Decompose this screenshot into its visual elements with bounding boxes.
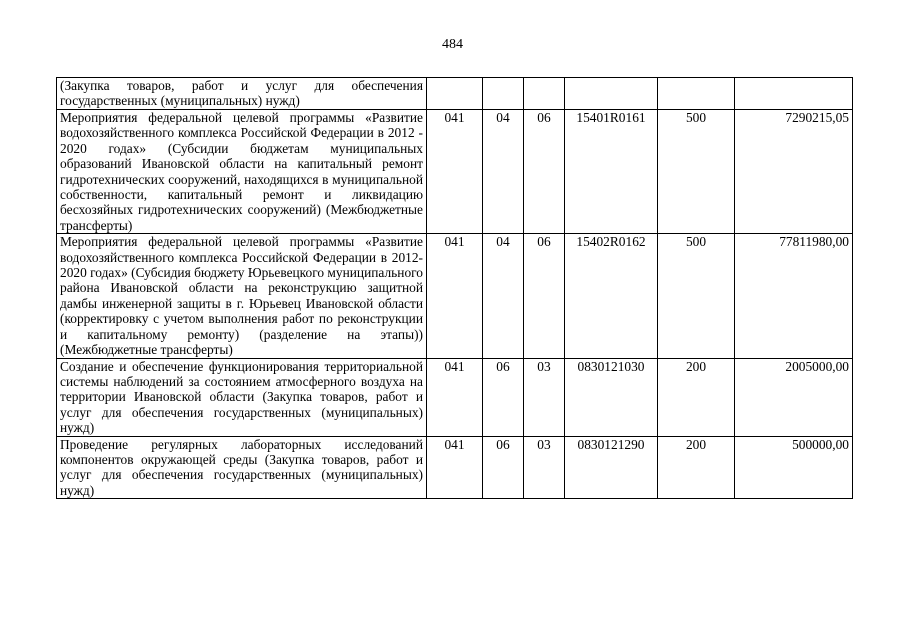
table-row bbox=[57, 234, 853, 358]
cell-subsection: 03 bbox=[524, 436, 565, 499]
cell-amount bbox=[735, 78, 853, 110]
page-number: 484 bbox=[442, 37, 463, 52]
cell-amount: 7290215,05 bbox=[735, 110, 853, 234]
cell-section: 04 bbox=[483, 234, 524, 358]
cell-target-article: 15402R0162 bbox=[565, 234, 658, 358]
cell-subsection: 06 bbox=[524, 234, 565, 358]
table-row bbox=[57, 358, 853, 436]
cell-target-article: 0830121290 bbox=[565, 436, 658, 499]
cell-target-article: 0830121030 bbox=[565, 358, 658, 436]
cell-expense-type: 500 bbox=[658, 234, 735, 358]
cell-description: Проведение регулярных лабораторных исследований компонентов окружающей среды (Закупка товаров, работ и услуг для обеспечения государственных (муниципальных) нужд) bbox=[57, 436, 427, 499]
cell-amount: 77811980,00 bbox=[735, 234, 853, 358]
cell-section: 06 bbox=[483, 358, 524, 436]
cell-ministry: 041 bbox=[427, 436, 483, 499]
cell-subsection: 06 bbox=[524, 110, 565, 234]
cell-amount: 2005000,00 bbox=[735, 358, 853, 436]
cell-expense-type: 200 bbox=[658, 358, 735, 436]
cell-section: 06 bbox=[483, 436, 524, 499]
cell-section: 04 bbox=[483, 110, 524, 234]
table-row bbox=[57, 110, 853, 234]
budget-table bbox=[56, 77, 853, 499]
cell-description: (Закупка товаров, работ и услуг для обеспечения государственных (муниципальных) нужд) bbox=[57, 78, 427, 110]
cell-expense-type: 200 bbox=[658, 436, 735, 499]
table-row bbox=[57, 436, 853, 499]
cell-expense-type bbox=[658, 78, 735, 110]
cell-section bbox=[483, 78, 524, 110]
cell-ministry: 041 bbox=[427, 358, 483, 436]
table-row bbox=[57, 78, 853, 110]
cell-description: Мероприятия федеральной целевой программы «Развитие водохозяйственного комплекса Российской Федерации в 2012-2020 годах» (Субсидия бюджету Юрьевецкого муниципального района Ивановской области на реконструкцию защитной дамбы инженерной защиты в г. Юрьевец Ивановской области (корректировку с учетом выполнения работ по реконструкции и капитальному ремонту) (разделение на этапы)) (Межбюджетные трансферты) bbox=[57, 234, 427, 358]
cell-description: Создание и обеспечение функционирования территориальной системы наблюдений за состоянием атмосферного воздуха на территории Ивановской области (Закупка товаров, работ и услуг для обеспечения государственных (муниципальных) нужд) bbox=[57, 358, 427, 436]
cell-ministry bbox=[427, 78, 483, 110]
cell-target-article bbox=[565, 78, 658, 110]
cell-ministry: 041 bbox=[427, 110, 483, 234]
cell-target-article: 15401R0161 bbox=[565, 110, 658, 234]
cell-subsection: 03 bbox=[524, 358, 565, 436]
cell-expense-type: 500 bbox=[658, 110, 735, 234]
cell-description: Мероприятия федеральной целевой программы «Развитие водохозяйственного комплекса Российской Федерации в 2012 - 2020 годах» (Субсидии бюджетам муниципальных образований Ивановской области на капитальный ремонт гидротехнических сооружений, находящихся в муниципальной собственности, капитальный ремонт и ликвидацию бесхозяйных гидротехнических сооружений) (Межбюджетные трансферты) bbox=[57, 110, 427, 234]
cell-subsection bbox=[524, 78, 565, 110]
cell-ministry: 041 bbox=[427, 234, 483, 358]
cell-amount: 500000,00 bbox=[735, 436, 853, 499]
